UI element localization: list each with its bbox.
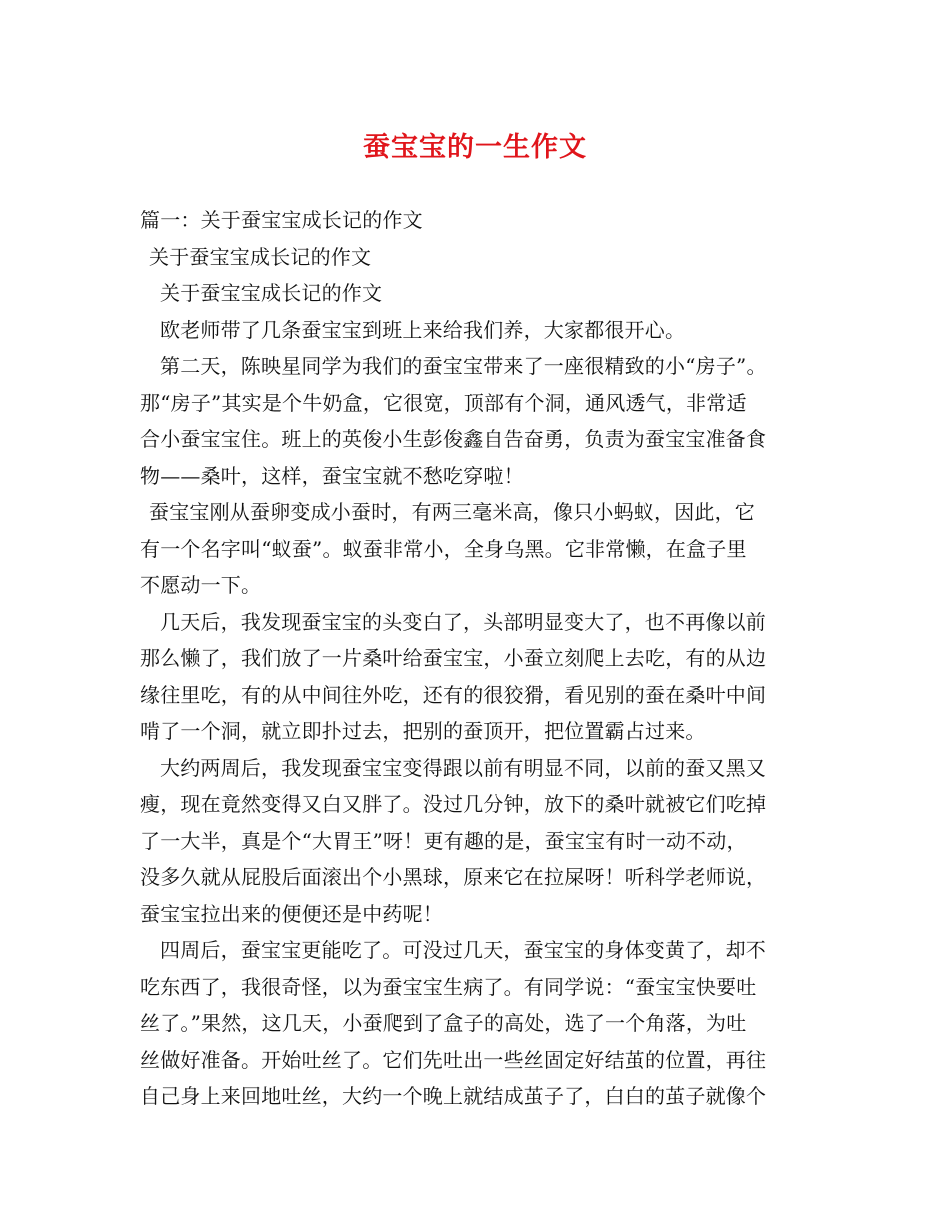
subheading: 关于蚕宝宝成长记的作文 (149, 244, 372, 269)
paragraph-line: 丝了。”果然，这几天，小蚕爬到了盒子的高处，选了一个角落，为吐 (140, 1011, 747, 1035)
paragraph-line: 那么懒了，我们放了一片桑叶给蚕宝宝，小蚕立刻爬上去吃，有的从边 (140, 646, 767, 670)
paragraph-line: 物——桑叶，这样，蚕宝宝就不愁吃穿啦！ (140, 463, 524, 488)
paragraph-line: 吃东西了，我很奇怪，以为蚕宝宝生病了。有同学说：“蚕宝宝快要吐 (140, 974, 757, 999)
paragraph-line: 瘦，现在竟然变得又白又胖了。没过几分钟，放下的桑叶就被它们吃掉 (140, 792, 767, 816)
subheading: 关于蚕宝宝成长记的作文 (160, 281, 383, 305)
document-body (140, 202, 820, 1115)
paragraph-line: 不愿动一下。 (140, 573, 262, 597)
document-title: 蚕宝宝的一生作文 (363, 132, 587, 163)
paragraph-line: 大约两周后，我发现蚕宝宝变得跟以前有明显不同，以前的蚕又黑又 (160, 755, 766, 780)
paragraph-line: 啃了一个洞，就立即扑过去，把别的蚕顶开，把位置霸占过来。 (140, 719, 706, 743)
paragraph-line: 蚕宝宝刚从蚕卵变成小蚕时，有两三毫米高，像只小蚂蚁，因此，它 (149, 500, 755, 524)
paragraph-line: 第二天，陈映星同学为我们的蚕宝宝带来了一座很精致的小“房子”。 (160, 354, 767, 378)
paragraph-line: 丝做好准备。开始吐丝了。它们先吐出一些丝固定好结茧的位置，再往 (140, 1047, 767, 1072)
paragraph-line: 四周后，蚕宝宝更能吃了。可没过几天，蚕宝宝的身体变黄了，却不 (160, 938, 766, 962)
paragraph-line: 有一个名字叫“蚁蚕”。蚁蚕非常小，全身乌黑。它非常懒，在盒子里 (140, 536, 747, 561)
paragraph-line: 了一大半，真是个“大胃王”呀！更有趣的是，蚕宝宝有时一动不动， (140, 828, 747, 853)
paragraph-line: 那“房子”其实是个牛奶盒，它很宽，顶部有个洞，通风透气，非常适 (140, 390, 747, 415)
paragraph-line: 蚕宝宝拉出来的便便还是中药呢！ (140, 901, 443, 926)
paragraph-line: 自己身上来回地吐丝，大约一个晚上就结成茧子了，白白的茧子就像个 (140, 1084, 767, 1108)
section-heading: 篇一：关于蚕宝宝成长记的作文 (140, 208, 423, 232)
paragraph-line: 没多久就从屁股后面滚出个小黑球，原来它在拉屎呀！听科学老师说， (140, 865, 767, 889)
paragraph-line: 缘往里吃，有的从中间往外吃，还有的很狡猾，看见别的蚕在桑叶中间 (140, 682, 767, 707)
paragraph-line: 合小蚕宝宝住。班上的英俊小生彭俊鑫自告奋勇，负责为蚕宝宝准备食 (140, 427, 767, 451)
paragraph-line: 几天后，我发现蚕宝宝的头变白了，头部明显变大了，也不再像以前 (160, 609, 766, 634)
paragraph-line: 欧老师带了几条蚕宝宝到班上来给我们养，大家都很开心。 (160, 317, 686, 342)
